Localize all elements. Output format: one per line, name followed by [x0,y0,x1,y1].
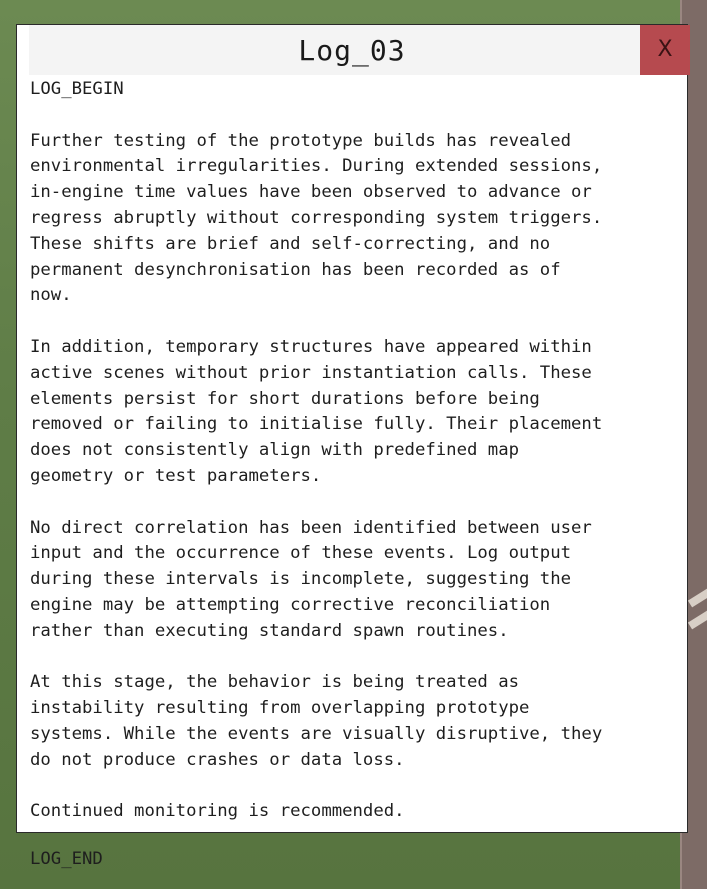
log-line: do not produce crashes or data loss. [30,749,405,770]
log-line: does not consistently align with predefined map [30,440,519,461]
log-line: elements persist for short durations before being [30,388,540,409]
log-line: in-engine time values have been observed to advance or [30,182,592,203]
log-line: These shifts are brief and self-correcting, and no [30,233,551,254]
log-line: removed or failing to initialise fully. Their placement [30,414,603,435]
log-line: systems. While the events are visually disruptive, they [30,723,603,744]
log-end: LOG_END [30,849,103,869]
close-button[interactable]: X [640,25,690,75]
log-line: No direct correlation has been identified between user [30,517,592,538]
log-line: geometry or test parameters. [30,465,322,486]
log-line: Continued monitoring is recommended. [30,801,405,822]
log-line: In addition, temporary structures have appeared within [30,336,592,357]
log-line: engine may be attempting corrective reconciliation [30,594,551,615]
log-line: instability resulting from overlapping prototype [30,698,530,719]
log-line: Further testing of the prototype builds has revealed [30,130,572,151]
log-body [30,77,682,825]
log-line: active scenes without prior instantiation calls. These [30,362,592,383]
log-line: during these intervals is incomplete, suggesting the [30,569,572,590]
log-title: Log_03 [298,34,406,67]
log-line: now. [30,285,72,306]
log-line: permanent desynchronisation has been recorded as of [30,259,561,280]
log-line: input and the occurrence of these events. Log output [30,543,572,564]
log-begin: LOG_BEGIN [30,79,124,99]
log-line: regress abruptly without corresponding system triggers. [30,207,603,228]
log-line: rather than executing standard spawn routines. [30,620,509,641]
log-header [29,25,675,75]
log-line: At this stage, the behavior is being treated as [30,672,519,693]
log-line: environmental irregularities. During extended sessions, [30,156,603,177]
log-panel[interactable] [16,24,688,833]
